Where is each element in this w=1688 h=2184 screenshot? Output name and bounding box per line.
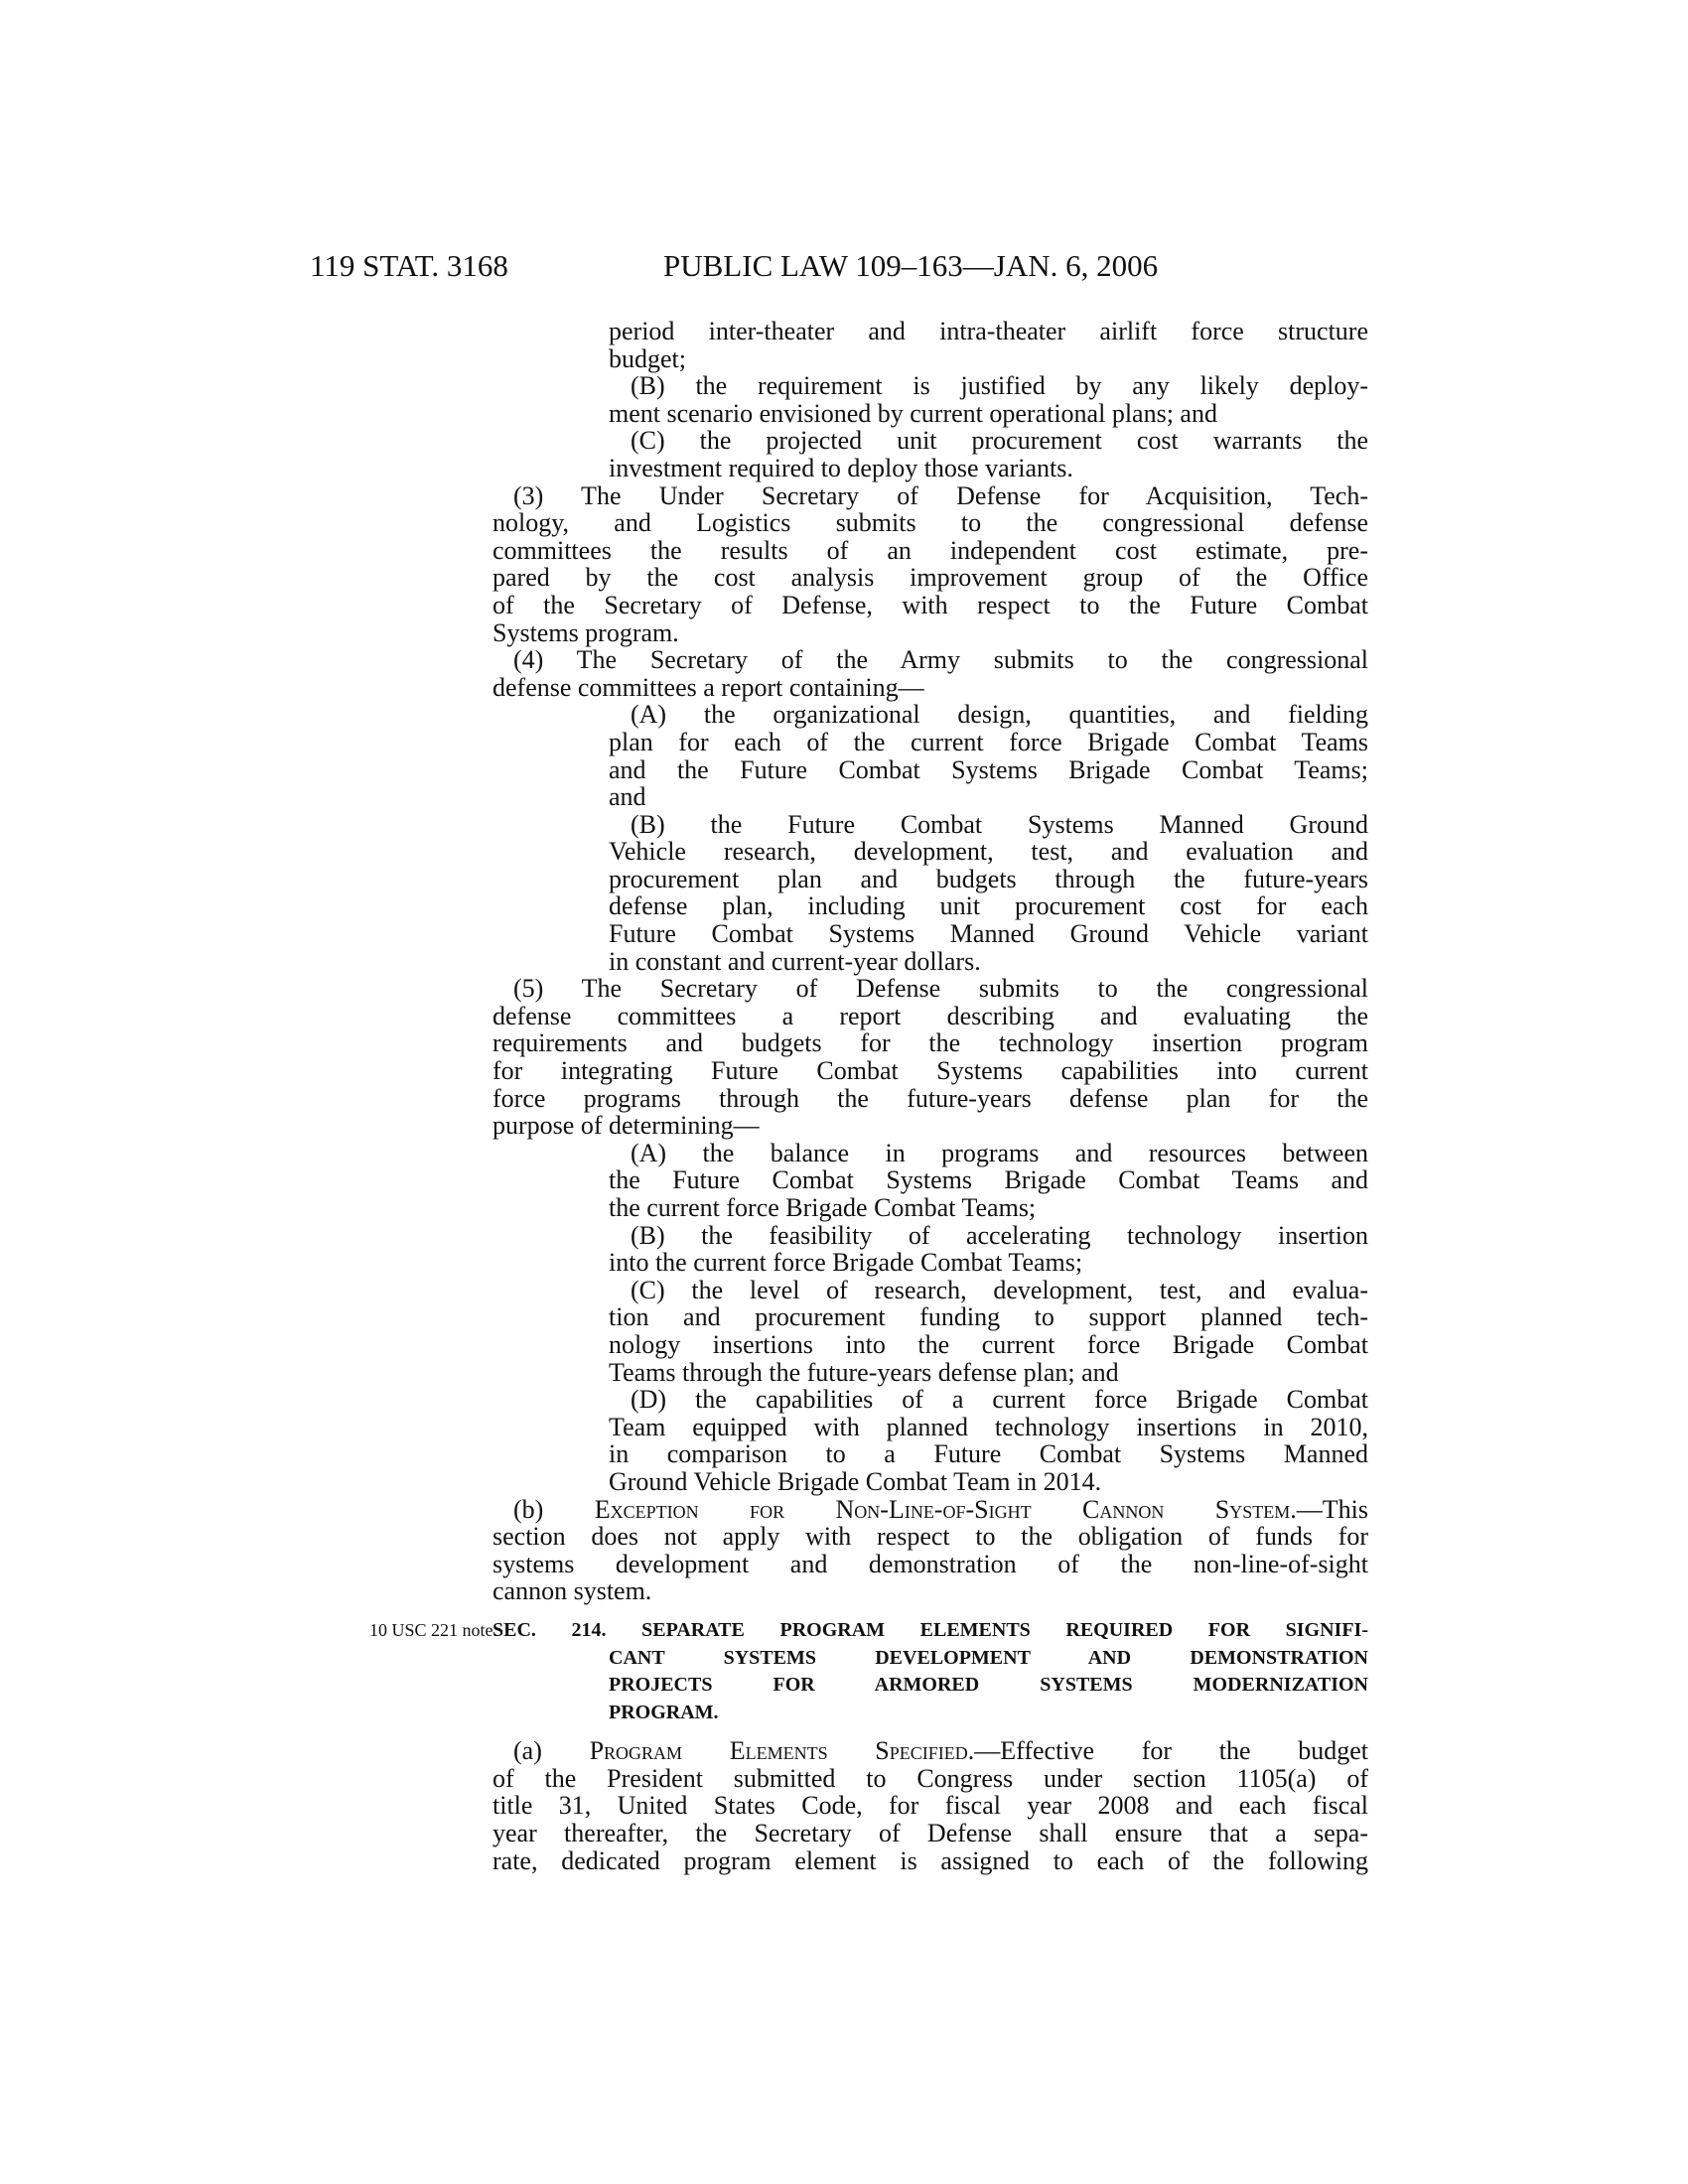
paragraph [492, 811, 1368, 976]
text-line: defense committees a report containing— [492, 672, 924, 702]
text-line: (B) the Future Combat Systems Manned Ground [631, 809, 1368, 839]
paragraph [492, 701, 1368, 810]
text-line: (A) the organizational design, quantities, and fielding [631, 700, 1368, 730]
text-line: procurement plan and budgets through the future-years [609, 864, 1368, 893]
subsection-a [492, 1737, 1368, 1874]
paragraph [492, 482, 1368, 647]
text-line: force programs through the future-years defense plan for the [492, 1083, 1368, 1113]
text-line: Teams through the future-years defense plan; and [609, 1357, 1119, 1387]
text-line: Team equipped with planned technology insertions in 2010, [609, 1412, 1368, 1441]
page-stat-number: 119 STAT. 3168 [310, 248, 508, 283]
subsection-b-heading: Exception for Non-Line-of-Sight Cannon System. [594, 1494, 1297, 1524]
text-line: period inter-theater and intra-theater airlift force structure [609, 317, 1368, 345]
paragraph [492, 1140, 1368, 1222]
text-line: the current force Brigade Combat Teams; [609, 1193, 1037, 1222]
text-line: defense plan, including unit procurement cost for each [609, 891, 1368, 921]
text-line: of the Secretary of Defense, with respect to the Future Combat [492, 590, 1368, 619]
text-line: the Future Combat Systems Brigade Combat Teams and [609, 1165, 1368, 1195]
text-line: budget; [609, 343, 686, 373]
text-line: (4) The Secretary of the Army submits to the congressional [513, 645, 1368, 675]
subsection-a-heading: Program Elements Specified. [589, 1736, 975, 1766]
running-header-title: PUBLIC LAW 109–163—JAN. 6, 2006 [663, 248, 1159, 283]
text-line: section does not apply with respect to the obligation of funds for [492, 1522, 1368, 1552]
section-214-heading [369, 1617, 1368, 1726]
text-line: title 31, United States Code, for fiscal year 2008 and each fiscal [492, 1791, 1368, 1821]
paragraph [492, 975, 1368, 1140]
text-line: Vehicle research, development, test, and evaluation and [609, 837, 1368, 867]
text-line: rate, dedicated program element is assigned to each of the following [492, 1845, 1368, 1875]
text-line: (D) the capabilities of a current force Brigade Combat [631, 1385, 1368, 1415]
text-line: of the President submitted to Congress under section 1105(a) of [492, 1763, 1368, 1793]
paragraph [492, 427, 1368, 481]
text-line: nology, and Logistics submits to the congressional defense [492, 508, 1368, 538]
section-heading-line: SEC. 214. SEPARATE PROGRAM ELEMENTS REQUIRED FOR SIGNIFI- [492, 1618, 1368, 1641]
text-line: Ground Vehicle Brigade Combat Team in 2014. [609, 1466, 1102, 1496]
text-line: into the current force Brigade Combat Teams; [609, 1248, 1083, 1278]
text-line: purpose of determining— [492, 1111, 760, 1141]
subsection-b [492, 1496, 1368, 1605]
text-line: Systems program. [492, 617, 679, 647]
text-line: (C) the level of research, development, test, and evalua- [631, 1275, 1368, 1304]
text-line: (B) the feasibility of accelerating technology insertion [631, 1220, 1368, 1250]
section-heading-line: PROGRAM. [609, 1701, 719, 1723]
text-line: (C) the projected unit procurement cost warrants the [631, 426, 1368, 456]
subsection-a-first-line [492, 1737, 1368, 1765]
margin-note: 10 USC 221 note. [369, 1619, 498, 1640]
subsection-b-lead: (b) [513, 1494, 595, 1524]
text-line: ment scenario envisioned by current operational plans; and [609, 398, 1217, 428]
paragraph [492, 318, 1368, 372]
paragraph [492, 372, 1368, 427]
document-body [369, 317, 1369, 1875]
text-line: investment required to deploy those variants. [609, 453, 1073, 482]
text-line: pared by the cost analysis improvement group of the Office [492, 563, 1368, 593]
subsection-a-lead: (a) [513, 1736, 590, 1766]
text-line: in comparison to a Future Combat Systems Manned [609, 1439, 1368, 1469]
section-heading-line: CANT SYSTEMS DEVELOPMENT AND DEMONSTRATION [609, 1646, 1368, 1669]
text-line: committees the results of an independent cost estimate, pre- [492, 535, 1368, 565]
paragraph-list [492, 318, 1368, 1496]
paragraph [492, 646, 1368, 701]
section-heading-line: PROJECTS FOR ARMORED SYSTEMS MODERNIZATION [609, 1674, 1368, 1697]
text-line: and [609, 782, 646, 812]
text-line: (A) the balance in programs and resources between [631, 1138, 1368, 1167]
text-line: in constant and current-year dollars. [609, 946, 981, 976]
text-line: nology insertions into the current force Brigade Combat [609, 1329, 1368, 1359]
text-line: for integrating Future Combat Systems capabilities into current [492, 1056, 1368, 1086]
text-line: and the Future Combat Systems Brigade Combat Teams; [609, 754, 1368, 784]
text-line: (B) the requirement is justified by any likely deploy- [631, 371, 1368, 401]
text-line: year thereafter, the Secretary of Defense shall ensure that a sepa- [492, 1819, 1368, 1848]
text-line: tion and procurement funding to support planned tech- [609, 1302, 1368, 1332]
text-line: (3) The Under Secretary of Defense for Acquisition, Tech- [513, 480, 1368, 510]
text-line: (5) The Secretary of Defense submits to the congressional [513, 974, 1368, 1004]
paragraph [492, 1222, 1368, 1277]
subsection-a-rest: —Effective for the budget [974, 1736, 1369, 1766]
subsection-b-first-line [492, 1496, 1368, 1524]
text-line: defense committees a report describing and evaluating the [492, 1001, 1368, 1030]
text-line: plan for each of the current force Brigade Combat Teams [609, 727, 1368, 756]
text-line: requirements and budgets for the technology insertion program [492, 1028, 1368, 1058]
text-line: cannon system. [492, 1576, 652, 1606]
paragraph [492, 1386, 1368, 1495]
subsection-b-rest: —This [1296, 1494, 1368, 1524]
text-line: systems development and demonstration of the non-line-of-sight [492, 1549, 1368, 1578]
paragraph [492, 1277, 1368, 1386]
text-line: Future Combat Systems Manned Ground Vehicle variant [609, 919, 1368, 949]
